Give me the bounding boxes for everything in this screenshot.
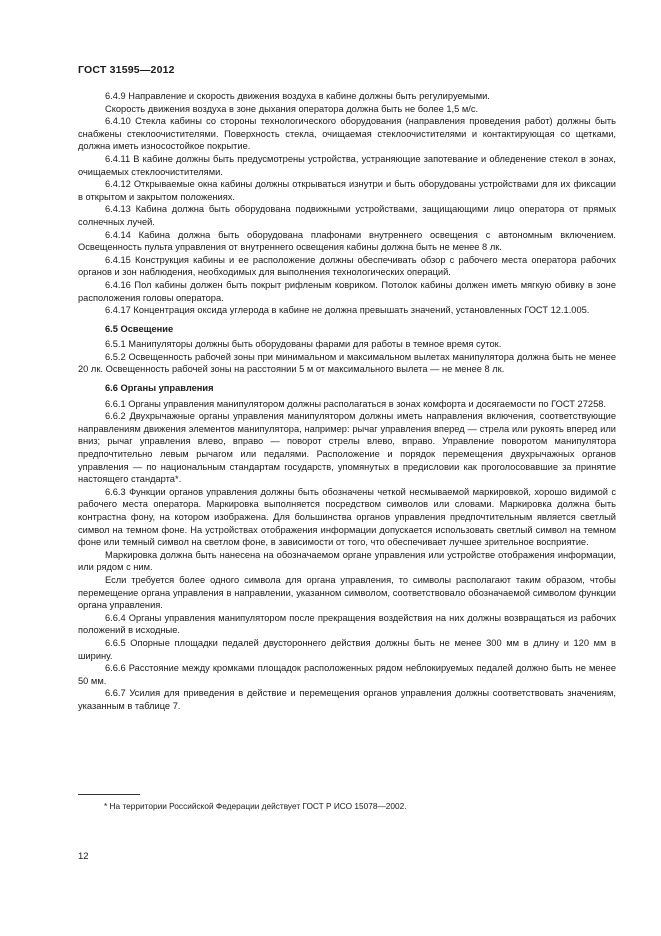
paragraph-6-4-12: 6.4.12 Открываемые окна кабины должны открываться изнутри и быть оборудованы устройствами для их фиксации в открытом и закрытом положениях. — [78, 179, 616, 202]
paragraph-6-5-1: 6.5.1 Манипуляторы должны быть оборудованы фарами для работы в темное время суток. — [105, 339, 502, 350]
paragraph-6-6-6: 6.6.6 Расстояние между кромками площадок расположенных рядом неблокируемых педалей должно быть не менее 50 мм. — [78, 663, 616, 686]
footnote-divider — [78, 794, 140, 795]
section-heading-controls: 6.6 Органы управления — [105, 383, 214, 394]
paragraph-6-5-2: 6.5.2 Освещенность рабочей зоны при минимальном и максимальном вылетах манипулятора должна быть не менее 20 лк. Освещенность рабочей зоны на расстоянии 5 м от максимального вылета — не менее 8 лк. — [78, 351, 616, 375]
paragraph-6-4-14: 6.4.14 Кабина должна быть оборудована плафонами внутреннего освещения с автономным включением. Освещенность пульта управления от внутреннего освещения кабины должна быть не менее 8 лк. — [78, 229, 616, 253]
paragraph-6-6-5: 6.6.5 Опорные площадки педалей двустороннего действия должны быть не менее 300 мм в длину и 120 мм в ширину. — [78, 637, 616, 661]
paragraph-6-4-16: 6.4.16 Пол кабины должен быть покрыт рифленым ковриком. Потолок кабины должен иметь мягкую обивку в зоне расположения головы оператора. — [78, 279, 616, 303]
page-number: 12 — [78, 851, 89, 862]
paragraph-6-6-4: 6.6.4 Органы управления манипулятором после прекращения воздействия на них должны возвращаться из рабочих положений в исходные. — [78, 612, 616, 636]
paragraph-air-speed: Скорость движения воздуха в зоне дыхания оператора должна быть не более 1,5 м/с. — [105, 103, 479, 114]
paragraph-multiple-symbols: Если требуется более одного символа для органа управления, то символы располагают таким образом, чтобы перемещение органа управления в направлении, указанном символом, соответствовало обозначаемой символом функции органа управления. — [78, 574, 616, 611]
page-body — [78, 90, 616, 713]
paragraph-6-4-17: 6.4.17 Концентрация оксида углерода в кабине не должна превышать значений, установленных ГОСТ 12.1.005. — [105, 305, 590, 316]
footnote: * На территории Российской Федерации действует ГОСТ Р ИСО 15078—2002. — [104, 801, 407, 811]
paragraph-6-6-7: 6.6.7 Усилия для приведения в действие и перемещения органов управления должны соответствовать значениям, указанным в таблице 7. — [78, 688, 616, 711]
paragraph-6-6-2: 6.6.2 Двухрычажные органы управления манипулятором должны иметь направления включения, соответствующие направлениям движения элементов манипулятора, например: рычаг управления вперед — стрела или рукоять вперед или вниз; рычаг управления влево, вправо — поворот стрелы влево, вправо. Управление поворотом манипулятора предпочтительно левым рычагом или педалями. Расположение и порядок перемещения двухрычажных органов управления — по национальным стандартам государств, упомянутых в предисловии как проголосовавшие за принятие настоящего стандарта*. — [78, 411, 616, 485]
paragraph-6-4-10: 6.4.10 Стекла кабины со стороны технологического оборудования (направления проведения работ) должны быть снабжены стеклоочистителями. Поверхность стекла, очищаемая стеклоочистителями и контактирующая со щетками, должна иметь износостойкое покрытие. — [78, 116, 616, 152]
paragraph-6-4-9: 6.4.9 Направление и скорость движения воздуха в кабине должны быть регулируемыми. — [105, 91, 490, 101]
document-header: ГОСТ 31595—2012 — [78, 64, 175, 76]
paragraph-marking-location: Маркировка должна быть нанесена на обозначаемом органе управления или устройстве отображения информации, или рядом с ним. — [78, 549, 616, 573]
paragraph-6-4-13: 6.4.13 Кабина должна быть оборудована подвижными устройствами, защищающими лицо оператора от прямых солнечных лучей. — [78, 204, 616, 227]
section-heading-lighting: 6.5 Освещение — [105, 323, 174, 334]
paragraph-6-6-1: 6.6.1 Органы управления манипулятором должны располагаться в зонах комфорта и досягаемости по ГОСТ 27258. — [105, 398, 606, 409]
paragraph-6-4-15: 6.4.15 Конструкция кабины и ее расположение должны обеспечивать обзор с рабочего места оператора рабочих органов и зон наблюдения, необходимых для выполнения технологических операций. — [78, 254, 616, 278]
paragraph-6-6-3: 6.6.3 Функции органов управления должны быть обозначены четкой несмываемой маркировкой, хорошо видимой с рабочего места оператора. Маркировка выполняется посредством символов или словами. Маркировка должна быть контрастна фону, на котором изображена. Для большинства органов управления предпочтительным является светлый символ на темном фоне. На устройствах отображения информации допускается использовать светлый символ на темном фоне или темный символ на светлом фоне, в зависимости от того, что обеспечивает лучшее зрительное восприятие. — [78, 486, 616, 548]
paragraph-6-4-11: 6.4.11 В кабине должны быть предусмотрены устройства, устраняющие запотевание и обледенение стекол в зонах, очищаемых стеклоочистителями. — [78, 153, 616, 177]
